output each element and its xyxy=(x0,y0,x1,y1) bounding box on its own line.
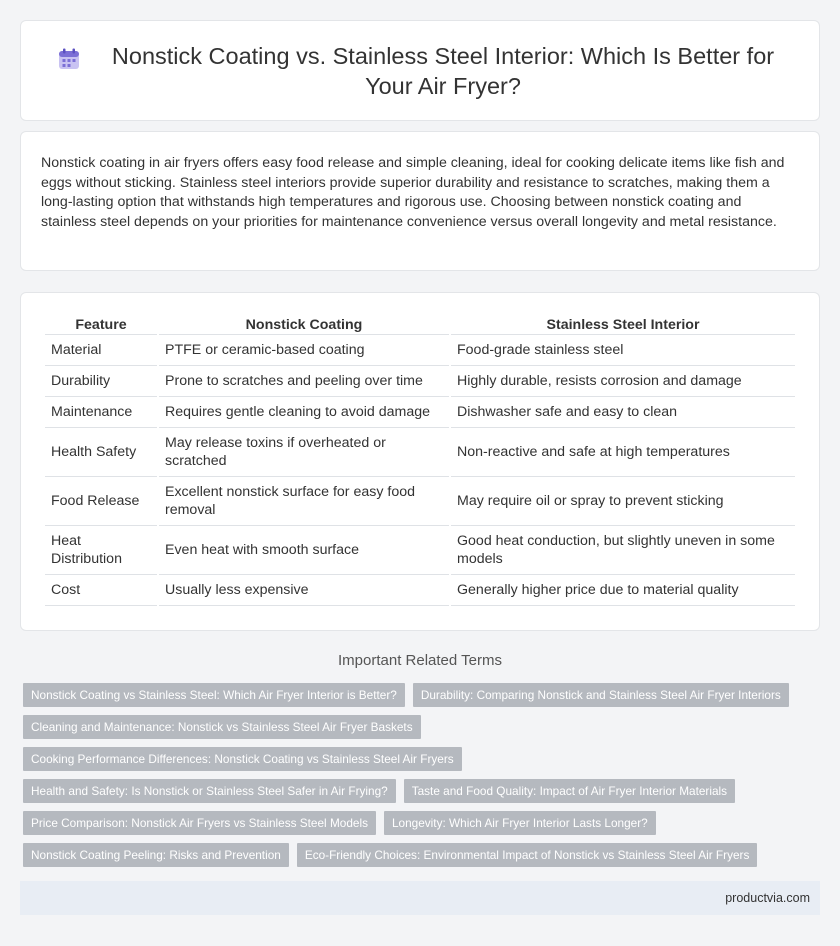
table-row xyxy=(45,477,795,526)
related-tag-link[interactable]: Cooking Performance Differences: Nonstick Coating vs Stainless Steel Air Fryers xyxy=(23,747,462,771)
header-feature: Feature xyxy=(45,313,157,335)
related-terms-heading: Important Related Terms xyxy=(338,652,502,669)
feature-cell: Cost xyxy=(45,575,157,606)
table-header-row xyxy=(45,313,795,335)
related-tag-link[interactable]: Price Comparison: Nonstick Air Fryers vs Stainless Steel Models xyxy=(23,811,376,835)
tag-row xyxy=(23,843,823,867)
feature-cell: Heat Distribution xyxy=(45,526,157,575)
nonstick-cell: May release toxins if overheated or scratched xyxy=(159,428,449,477)
table-row xyxy=(45,366,795,397)
feature-cell: Durability xyxy=(45,366,157,397)
title-wrap xyxy=(57,41,783,101)
stainless-cell: Highly durable, resists corrosion and damage xyxy=(451,366,795,397)
nonstick-cell: Usually less expensive xyxy=(159,575,449,606)
header-stainless: Stainless Steel Interior xyxy=(451,313,795,335)
related-tag-link[interactable]: Cleaning and Maintenance: Nonstick vs Stainless Steel Air Fryer Baskets xyxy=(23,715,421,739)
tag-row xyxy=(23,779,823,803)
comparison-table-card xyxy=(20,292,820,631)
stainless-cell: May require oil or spray to prevent sticking xyxy=(451,477,795,526)
feature-cell: Health Safety xyxy=(45,428,157,477)
tag-row xyxy=(23,747,823,771)
related-tag-link[interactable]: Nonstick Coating Peeling: Risks and Prevention xyxy=(23,843,289,867)
stainless-cell: Good heat conduction, but slightly uneven in some models xyxy=(451,526,795,575)
table-row xyxy=(45,428,795,477)
stainless-cell: Generally higher price due to material quality xyxy=(451,575,795,606)
nonstick-cell: Even heat with smooth surface xyxy=(159,526,449,575)
related-tag-link[interactable]: Eco-Friendly Choices: Environmental Impact of Nonstick vs Stainless Steel Air Fryers xyxy=(297,843,758,867)
page-title: Nonstick Coating vs. Stainless Steel Interior: Which Is Better for Your Air Fryer? xyxy=(111,42,775,99)
stainless-cell: Non-reactive and safe at high temperatures xyxy=(451,428,795,477)
feature-cell: Material xyxy=(45,335,157,366)
title-card xyxy=(20,20,820,121)
tag-row xyxy=(23,683,823,707)
stainless-cell: Dishwasher safe and easy to clean xyxy=(451,397,795,428)
nonstick-cell: Prone to scratches and peeling over time xyxy=(159,366,449,397)
feature-cell: Food Release xyxy=(45,477,157,526)
related-tag-link[interactable]: Health and Safety: Is Nonstick or Stainless Steel Safer in Air Frying? xyxy=(23,779,396,803)
footer xyxy=(20,881,820,915)
nonstick-cell: Requires gentle cleaning to avoid damage xyxy=(159,397,449,428)
nonstick-cell: PTFE or ceramic-based coating xyxy=(159,335,449,366)
related-tags xyxy=(23,683,823,875)
header-nonstick: Nonstick Coating xyxy=(159,313,449,335)
related-tag-link[interactable]: Durability: Comparing Nonstick and Stainless Steel Air Fryer Interiors xyxy=(413,683,789,707)
intro-card xyxy=(20,131,820,271)
related-tag-link[interactable]: Longevity: Which Air Fryer Interior Lasts Longer? xyxy=(384,811,656,835)
table-row xyxy=(45,335,795,366)
related-tag-link[interactable]: Taste and Food Quality: Impact of Air Fryer Interior Materials xyxy=(404,779,735,803)
comparison-table xyxy=(43,313,797,606)
footer-site-link[interactable]: productvia.com xyxy=(725,891,810,905)
feature-cell: Maintenance xyxy=(45,397,157,428)
intro-paragraph: Nonstick coating in air fryers offers easy food release and simple cleaning, ideal for cooking delicate items like fish and eggs without sticking. Stainless steel interiors provide superior durability and resistance to scratches, making them a long-lasting option that withstands high temperatures and rigorous use. Choosing between nonstick coating and stainless steel depends on your priorities for maintenance convenience versus overall longevity and metal resistance. xyxy=(41,155,785,230)
calendar-icon xyxy=(57,47,81,71)
table-row xyxy=(45,526,795,575)
table-row xyxy=(45,397,795,428)
tag-row xyxy=(23,811,823,835)
stainless-cell: Food-grade stainless steel xyxy=(451,335,795,366)
tag-row xyxy=(23,715,823,739)
related-tag-link[interactable]: Nonstick Coating vs Stainless Steel: Which Air Fryer Interior is Better? xyxy=(23,683,405,707)
nonstick-cell: Excellent nonstick surface for easy food removal xyxy=(159,477,449,526)
table-row xyxy=(45,575,795,606)
